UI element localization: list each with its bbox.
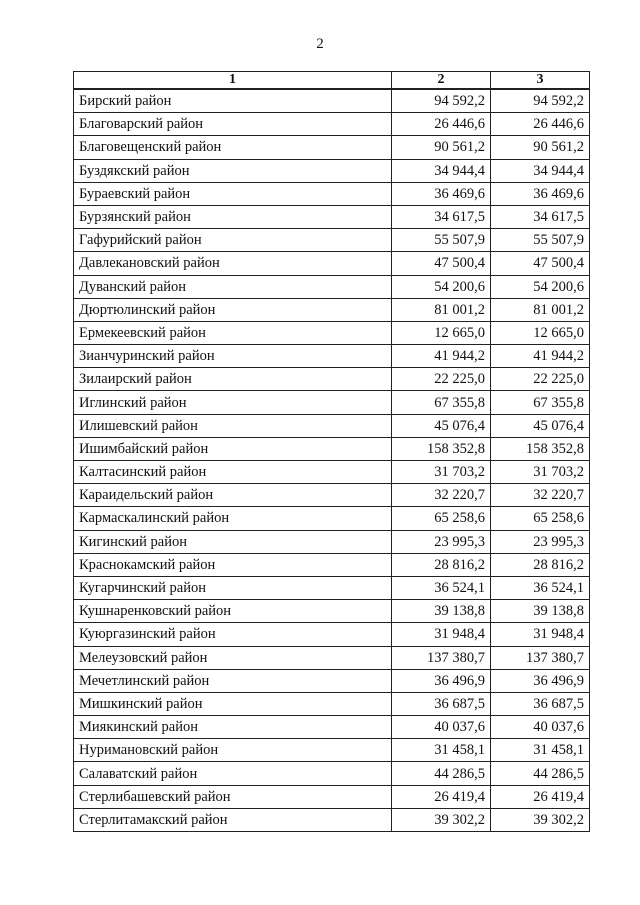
district-name-cell: Стерлитамакский район: [74, 808, 392, 831]
table-row: [74, 507, 590, 530]
table-row: [74, 600, 590, 623]
table-row: [74, 205, 590, 228]
value-cell-col2: 67 355,8: [392, 391, 491, 414]
district-name-cell: Стерлибашевский район: [74, 785, 392, 808]
value-cell-col3: 94 592,2: [491, 89, 590, 113]
table-row: [74, 553, 590, 576]
district-name-cell: Ермекеевский район: [74, 321, 392, 344]
table-row: [74, 414, 590, 437]
value-cell-col2: 81 001,2: [392, 298, 491, 321]
table-row: [74, 576, 590, 599]
district-name-cell: Караидельский район: [74, 484, 392, 507]
table-row: [74, 298, 590, 321]
value-cell-col3: 36 496,9: [491, 669, 590, 692]
value-cell-col2: 26 419,4: [392, 785, 491, 808]
value-cell-col2: 36 496,9: [392, 669, 491, 692]
value-cell-col3: 65 258,6: [491, 507, 590, 530]
district-name-cell: Дюртюлинский район: [74, 298, 392, 321]
value-cell-col3: 31 458,1: [491, 739, 590, 762]
district-name-cell: Дуванский район: [74, 275, 392, 298]
district-name-cell: Ишимбайский район: [74, 437, 392, 460]
value-cell-col3: 34 944,4: [491, 159, 590, 182]
table-body: [74, 89, 590, 832]
value-cell-col3: 34 617,5: [491, 205, 590, 228]
district-name-cell: Благоварский район: [74, 113, 392, 136]
table-row: [74, 182, 590, 205]
value-cell-col3: 32 220,7: [491, 484, 590, 507]
district-name-cell: Калтасинский район: [74, 461, 392, 484]
table-row: [74, 275, 590, 298]
value-cell-col3: 39 138,8: [491, 600, 590, 623]
table-row: [74, 391, 590, 414]
table-row: [74, 785, 590, 808]
value-cell-col2: 65 258,6: [392, 507, 491, 530]
table-row: [74, 484, 590, 507]
table-row: [74, 739, 590, 762]
district-name-cell: Гафурийский район: [74, 229, 392, 252]
value-cell-col3: 47 500,4: [491, 252, 590, 275]
table-row: [74, 461, 590, 484]
district-name-cell: Мечетлинский район: [74, 669, 392, 692]
value-cell-col3: 23 995,3: [491, 530, 590, 553]
table-row: [74, 89, 590, 113]
value-cell-col2: 45 076,4: [392, 414, 491, 437]
district-name-cell: Мишкинский район: [74, 692, 392, 715]
value-cell-col3: 81 001,2: [491, 298, 590, 321]
value-cell-col2: 31 948,4: [392, 623, 491, 646]
table-row: [74, 762, 590, 785]
table-row: [74, 321, 590, 344]
value-cell-col3: 45 076,4: [491, 414, 590, 437]
value-cell-col3: 36 687,5: [491, 692, 590, 715]
value-cell-col3: 31 703,2: [491, 461, 590, 484]
value-cell-col2: 39 138,8: [392, 600, 491, 623]
value-cell-col3: 41 944,2: [491, 345, 590, 368]
district-name-cell: Бурзянский район: [74, 205, 392, 228]
value-cell-col2: 94 592,2: [392, 89, 491, 113]
table-header-row: [74, 72, 590, 90]
value-cell-col2: 32 220,7: [392, 484, 491, 507]
table-row: [74, 136, 590, 159]
value-cell-col3: 137 380,7: [491, 646, 590, 669]
table-row: [74, 623, 590, 646]
value-cell-col3: 67 355,8: [491, 391, 590, 414]
table-row: [74, 345, 590, 368]
value-cell-col2: 47 500,4: [392, 252, 491, 275]
value-cell-col2: 39 302,2: [392, 808, 491, 831]
value-cell-col2: 23 995,3: [392, 530, 491, 553]
value-cell-col2: 31 458,1: [392, 739, 491, 762]
district-name-cell: Кушнаренковский район: [74, 600, 392, 623]
value-cell-col3: 12 665,0: [491, 321, 590, 344]
table-row: [74, 252, 590, 275]
district-name-cell: Благовещенский район: [74, 136, 392, 159]
district-name-cell: Миякинский район: [74, 716, 392, 739]
value-cell-col3: 26 446,6: [491, 113, 590, 136]
value-cell-col3: 22 225,0: [491, 368, 590, 391]
table-row: [74, 368, 590, 391]
column-header-3: 3: [491, 72, 590, 90]
column-header-2: 2: [392, 72, 491, 90]
value-cell-col3: 40 037,6: [491, 716, 590, 739]
value-cell-col2: 28 816,2: [392, 553, 491, 576]
value-cell-col2: 36 469,6: [392, 182, 491, 205]
district-name-cell: Давлекановский район: [74, 252, 392, 275]
value-cell-col2: 90 561,2: [392, 136, 491, 159]
table-row: [74, 159, 590, 182]
value-cell-col2: 55 507,9: [392, 229, 491, 252]
district-name-cell: Салаватский район: [74, 762, 392, 785]
table-row: [74, 808, 590, 831]
value-cell-col3: 55 507,9: [491, 229, 590, 252]
page-number: 2: [316, 36, 324, 52]
value-cell-col2: 34 617,5: [392, 205, 491, 228]
district-name-cell: Зианчуринский район: [74, 345, 392, 368]
value-cell-col3: 36 524,1: [491, 576, 590, 599]
table-row: [74, 646, 590, 669]
district-name-cell: Бураевский район: [74, 182, 392, 205]
value-cell-col3: 44 286,5: [491, 762, 590, 785]
value-cell-col2: 44 286,5: [392, 762, 491, 785]
column-header-1: 1: [74, 72, 392, 90]
district-name-cell: Иглинский район: [74, 391, 392, 414]
table-row: [74, 716, 590, 739]
value-cell-col3: 36 469,6: [491, 182, 590, 205]
value-cell-col2: 34 944,4: [392, 159, 491, 182]
value-cell-col3: 158 352,8: [491, 437, 590, 460]
value-cell-col3: 31 948,4: [491, 623, 590, 646]
district-name-cell: Илишевский район: [74, 414, 392, 437]
district-name-cell: Зилаирский район: [74, 368, 392, 391]
value-cell-col3: 39 302,2: [491, 808, 590, 831]
value-cell-col3: 28 816,2: [491, 553, 590, 576]
table-row: [74, 229, 590, 252]
table-row: [74, 437, 590, 460]
value-cell-col2: 12 665,0: [392, 321, 491, 344]
district-name-cell: Кармаскалинский район: [74, 507, 392, 530]
district-name-cell: Нуримановский район: [74, 739, 392, 762]
district-name-cell: Краснокамский район: [74, 553, 392, 576]
table-row: [74, 669, 590, 692]
value-cell-col3: 90 561,2: [491, 136, 590, 159]
value-cell-col2: 40 037,6: [392, 716, 491, 739]
table-row: [74, 692, 590, 715]
district-name-cell: Кугарчинский район: [74, 576, 392, 599]
table-row: [74, 530, 590, 553]
value-cell-col2: 26 446,6: [392, 113, 491, 136]
value-cell-col2: 158 352,8: [392, 437, 491, 460]
value-cell-col2: 137 380,7: [392, 646, 491, 669]
value-cell-col2: 41 944,2: [392, 345, 491, 368]
value-cell-col2: 22 225,0: [392, 368, 491, 391]
district-name-cell: Мелеузовский район: [74, 646, 392, 669]
district-name-cell: Буздякский район: [74, 159, 392, 182]
value-cell-col3: 26 419,4: [491, 785, 590, 808]
value-cell-col2: 31 703,2: [392, 461, 491, 484]
data-table: [73, 71, 590, 832]
table-row: [74, 113, 590, 136]
value-cell-col2: 36 524,1: [392, 576, 491, 599]
district-name-cell: Куюргазинский район: [74, 623, 392, 646]
district-name-cell: Бирский район: [74, 89, 392, 113]
value-cell-col3: 54 200,6: [491, 275, 590, 298]
value-cell-col2: 36 687,5: [392, 692, 491, 715]
district-name-cell: Кигинский район: [74, 530, 392, 553]
value-cell-col2: 54 200,6: [392, 275, 491, 298]
